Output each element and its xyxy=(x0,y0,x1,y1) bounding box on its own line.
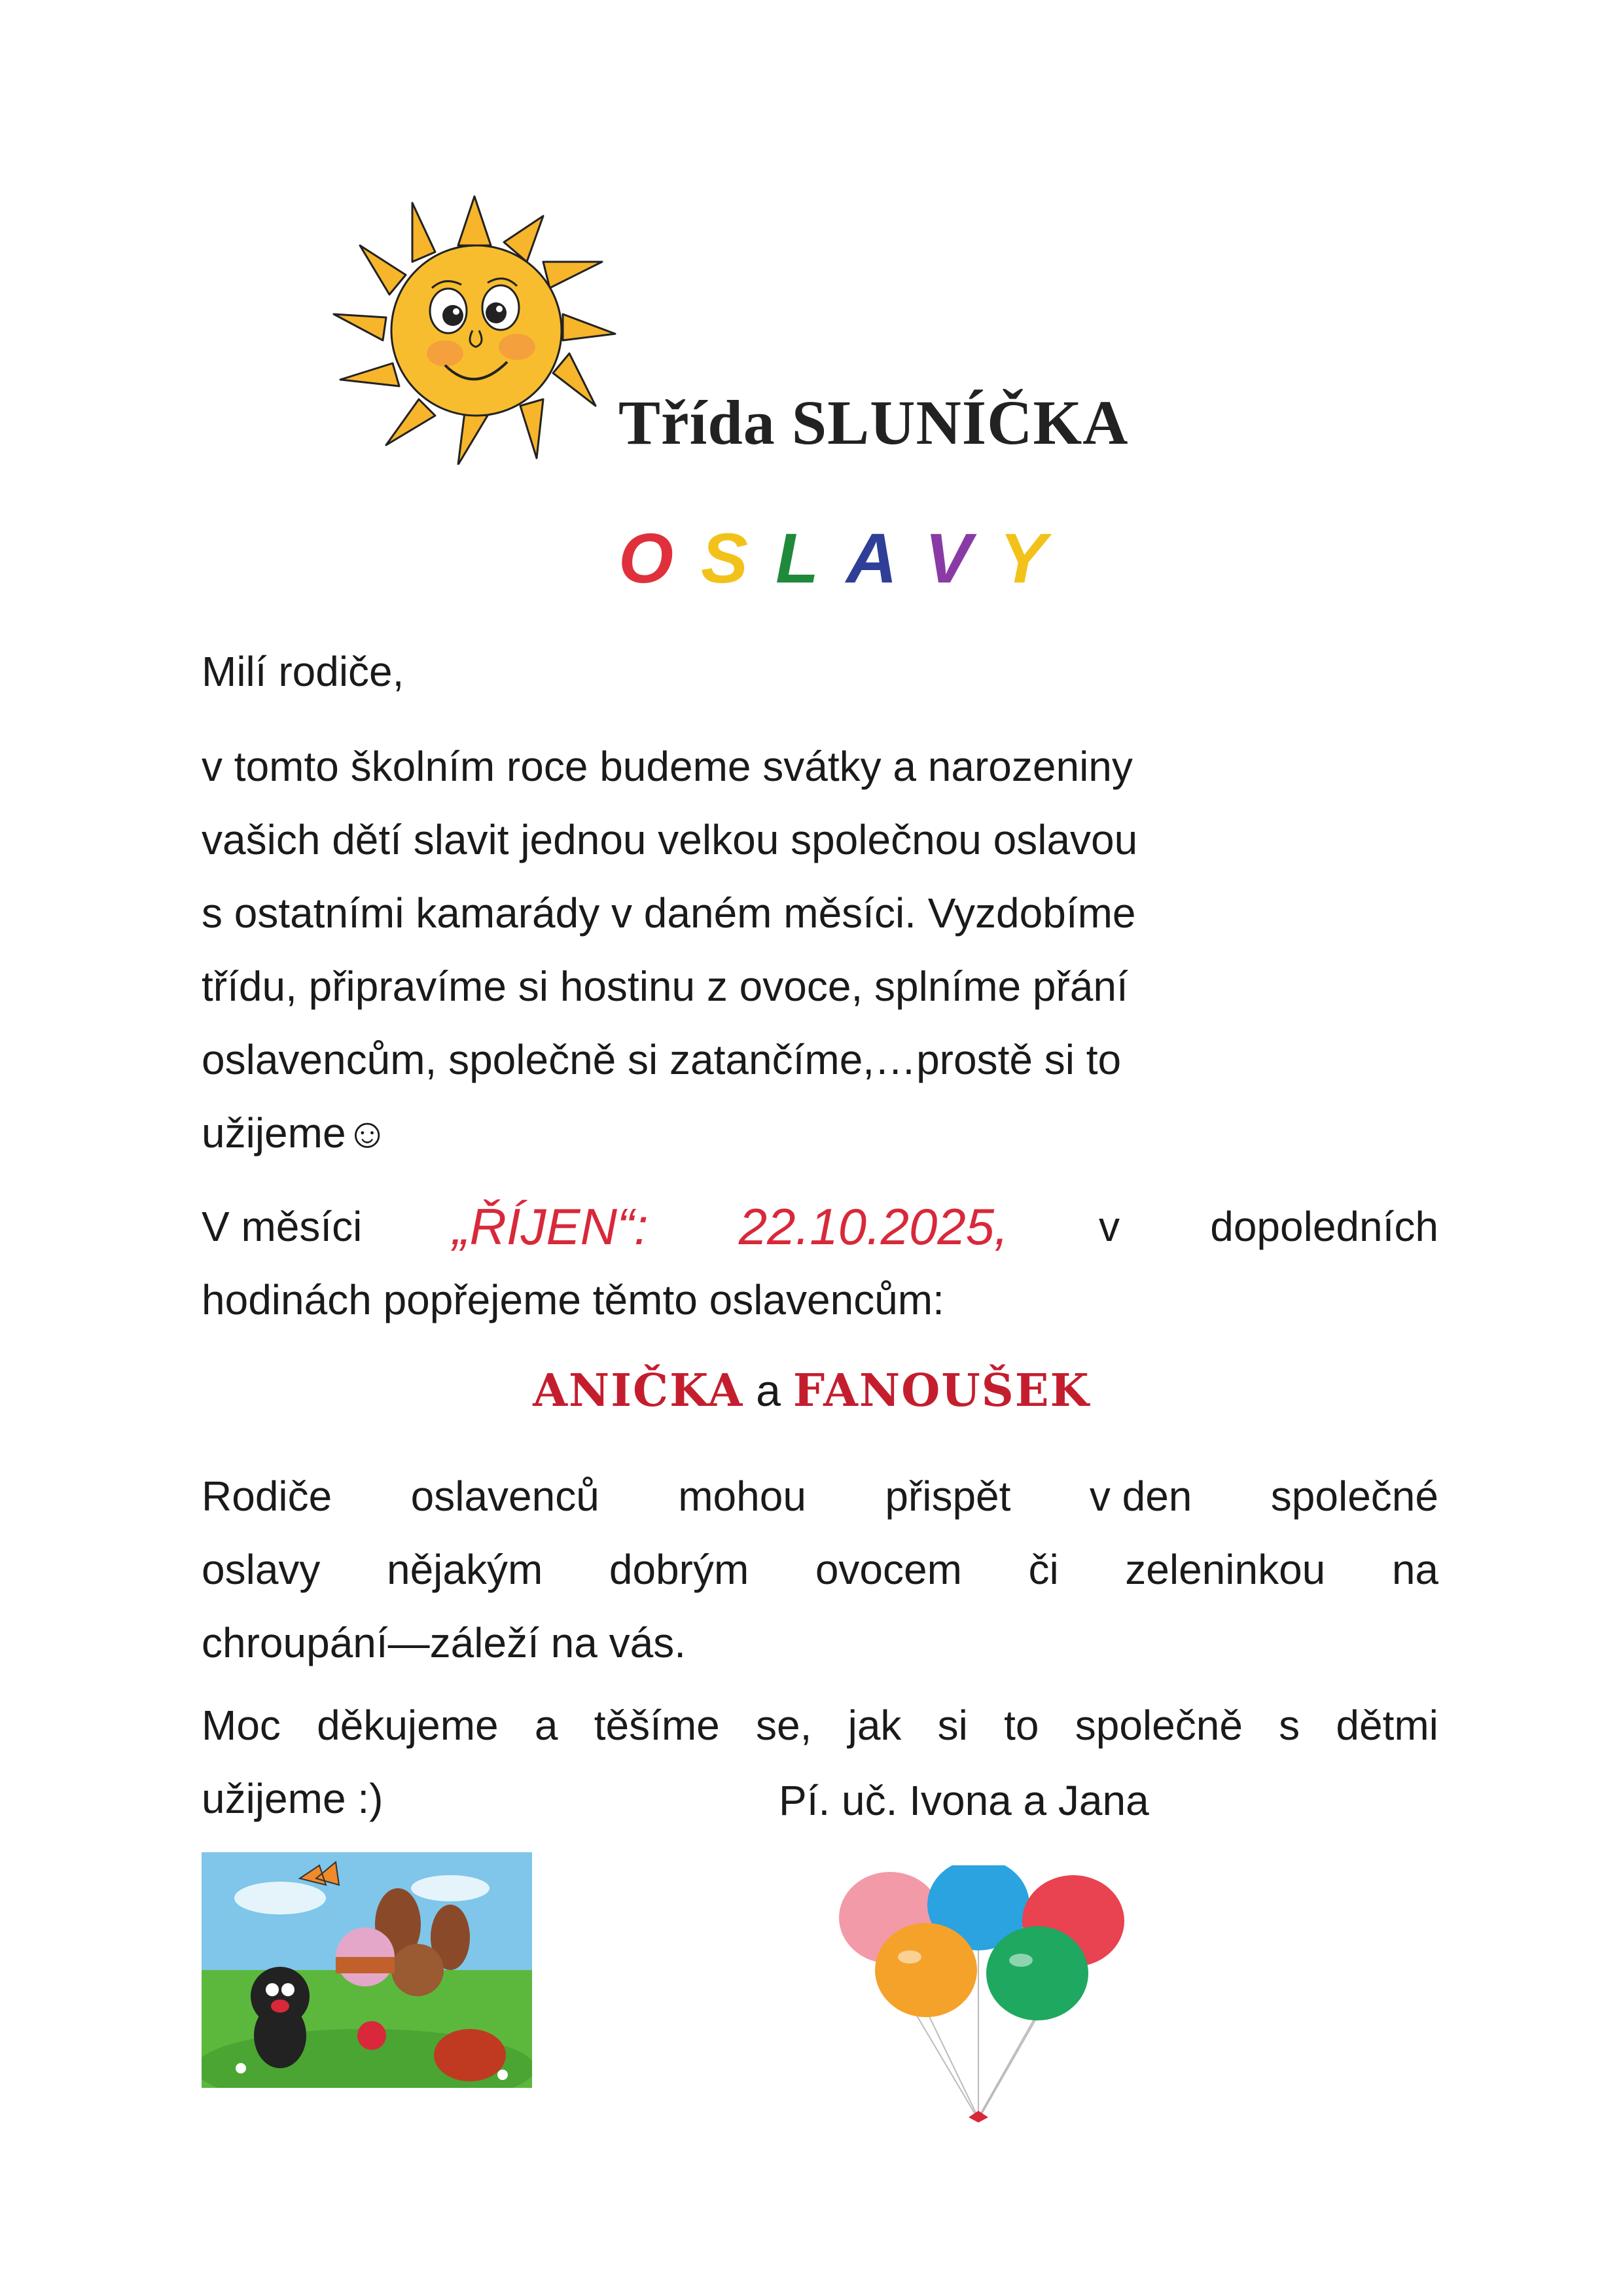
balloons-image xyxy=(831,1865,1139,2127)
paragraph-line xyxy=(202,1689,1438,1762)
mole-cartoon-image xyxy=(202,1852,532,2088)
celebrant-name: FANOUŠEK xyxy=(793,1365,1090,1417)
word: se, xyxy=(756,1702,812,1749)
word: zeleninkou xyxy=(1125,1546,1326,1593)
body-line: třídu, připravíme si hostinu z ovoce, splníme přání xyxy=(202,963,1128,1010)
word: na xyxy=(1391,1546,1438,1593)
word: Moc xyxy=(202,1702,281,1749)
month-suffix: v xyxy=(1099,1203,1120,1250)
sun-illustration xyxy=(327,190,622,465)
month-line xyxy=(202,1190,1438,1263)
celebrant-names xyxy=(0,1365,1623,1417)
body-line: v tomto školním roce budeme svátky a narozeniny xyxy=(202,743,1133,790)
paragraph-line: užijeme :) xyxy=(202,1775,383,1822)
month-name: „ŘÍJEN“: xyxy=(452,1198,649,1255)
celebration-date: 22.10.2025, xyxy=(738,1198,1008,1255)
word: oslavy xyxy=(202,1546,321,1593)
celebrant-name: ANIČKA xyxy=(533,1365,744,1417)
word: společně xyxy=(1075,1702,1243,1749)
body-line: vašich dětí slavit jednou velkou společnou oslavou xyxy=(202,816,1138,863)
body-line: užijeme☺ xyxy=(202,1109,389,1157)
paragraph-line xyxy=(202,1533,1438,1606)
word: těšíme xyxy=(594,1702,720,1749)
oslavy-letter: A xyxy=(846,518,898,598)
oslavy-letter: L xyxy=(776,518,819,598)
greeting: Milí rodiče, xyxy=(202,648,404,695)
word: jak xyxy=(847,1702,902,1749)
signature: Pí. uč. Ivona a Jana xyxy=(779,1777,1149,1824)
paragraph-line xyxy=(202,1460,1438,1533)
word: mohou xyxy=(678,1473,806,1520)
word: děkujeme xyxy=(317,1702,499,1749)
name-joiner: a xyxy=(756,1366,781,1416)
month-line-2: hodinách popřejeme těmto oslavencům: xyxy=(202,1276,944,1323)
word: dětmi xyxy=(1336,1702,1438,1749)
paragraph-line: chroupání—záleží na vás. xyxy=(202,1619,686,1666)
word: s xyxy=(1279,1702,1300,1749)
body-line: s ostatními kamarády v daném měsíci. Vyzdobíme xyxy=(202,889,1136,937)
word: a xyxy=(534,1702,558,1749)
oslavy-heading xyxy=(618,517,1074,599)
word: společné xyxy=(1270,1473,1438,1520)
oslavy-letter: Y xyxy=(999,518,1047,598)
oslavy-letter: S xyxy=(701,518,749,598)
month-suffix: dopoledních xyxy=(1210,1203,1438,1250)
word: či xyxy=(1028,1546,1059,1593)
body-line: oslavencům, společně si zatančíme,…prostě si to xyxy=(202,1036,1122,1083)
parents-paragraph xyxy=(202,1460,1438,1679)
word: přispět xyxy=(885,1473,1011,1520)
word: oslavenců xyxy=(410,1473,599,1520)
page-title: Třída SLUNÍČKA xyxy=(618,387,1129,457)
word: dobrým xyxy=(609,1546,749,1593)
word: nějakým xyxy=(386,1546,543,1593)
letter-body xyxy=(202,730,1445,1170)
word: si xyxy=(937,1702,968,1749)
oslavy-letter: O xyxy=(618,518,674,598)
word: v den xyxy=(1089,1473,1192,1520)
word: ovocem xyxy=(815,1546,962,1593)
word: to xyxy=(1004,1702,1039,1749)
month-prefix: V měsíci xyxy=(202,1203,363,1250)
oslavy-letter: V xyxy=(925,518,972,598)
word: Rodiče xyxy=(202,1473,332,1520)
